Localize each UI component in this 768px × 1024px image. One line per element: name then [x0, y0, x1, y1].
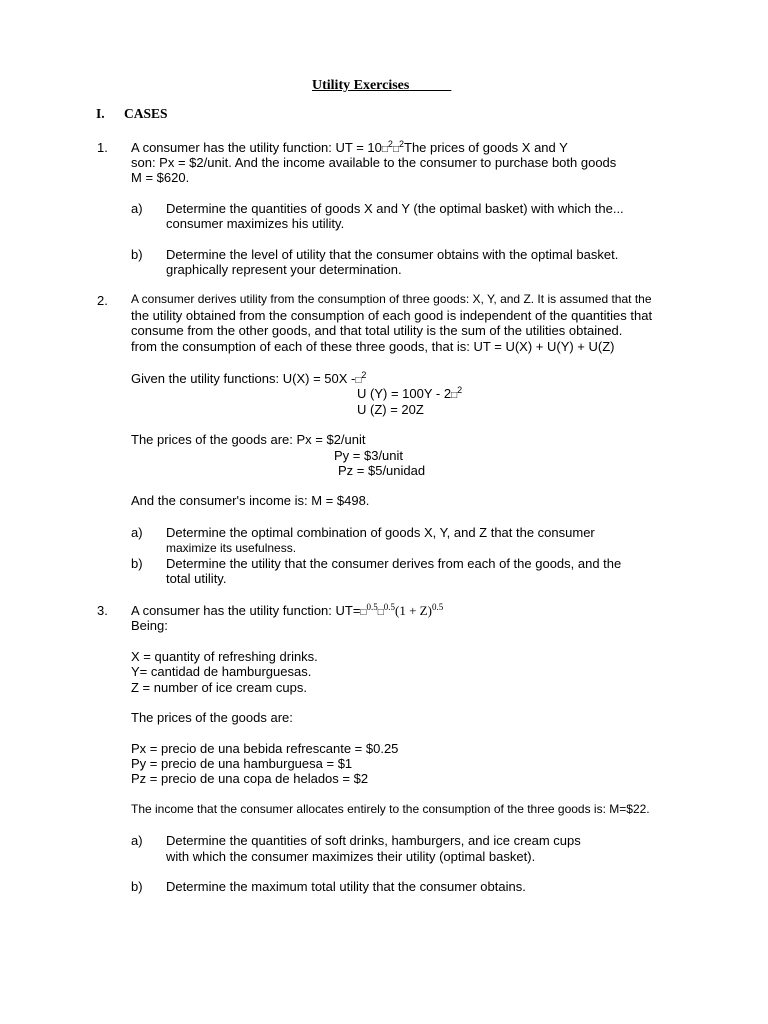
problem-2-prices-1: The prices of the goods are: Px = $2/unit	[131, 432, 366, 447]
problem-3-prices-intro: The prices of the goods are:	[131, 710, 293, 725]
problem-1b-label: b)	[131, 247, 143, 262]
problem-1a-line-1: Determine the quantities of goods X and Y (the optimal basket) with which the...	[166, 201, 624, 216]
problem-3a-line-1: Determine the quantities of soft drinks, hamburgers, and ice cream cups	[166, 833, 581, 848]
problem-3a-label: a)	[131, 833, 143, 848]
page-title: Utility Exercises	[312, 78, 410, 93]
problem-3-income: The income that the consumer allocates entirely to the consumption of the three goods is: M=$22.	[131, 802, 650, 816]
problem-2a-line-1: Determine the optimal combination of goods X, Y, and Z that the consumer	[166, 525, 595, 540]
problem-2-income: And the consumer's income is: M = $498.	[131, 493, 370, 508]
problem-2-para-line-3: consume from the other goods, and that total utility is the sum of the utilities obtained.	[131, 323, 623, 338]
problem-2-number: 2.	[97, 293, 108, 308]
problem-3b-line-1: Determine the maximum total utility that the consumer obtains.	[166, 879, 526, 894]
problem-3a-line-2: with which the consumer maximizes their utility (optimal basket).	[166, 849, 536, 864]
problem-2b-label: b)	[131, 556, 143, 571]
problem-3-price-pz: Pz = precio de una copa de helados = $2	[131, 771, 369, 786]
problem-3-def-x: X = quantity of refreshing drinks.	[131, 649, 318, 664]
problem-1a-label: a)	[131, 201, 143, 216]
problem-2a-label: a)	[131, 525, 143, 540]
problem-1-line-2: son: Px = $2/unit. And the income available to the consumer to purchase both goods	[131, 155, 617, 170]
problem-2-given-2: U (Y) = 100Y - 2□$^2$	[357, 385, 463, 401]
section-numeral: I.	[96, 106, 105, 121]
problem-3-number: 3.	[97, 603, 108, 618]
problem-2a-line-2: maximize its usefulness.	[166, 541, 297, 555]
problem-1-line-1: A consumer has the utility function: UT = 10□$^2$□$^2$The prices of goods X and Y	[131, 139, 568, 155]
problem-2b-line-1: Determine the utility that the consumer derives from each of the goods, and the	[166, 556, 622, 571]
problem-2-given-1: Given the utility functions: U(X) = 50X -□$^2$	[131, 370, 367, 386]
problem-2-given-3: U (Z) = 20Z	[357, 402, 424, 417]
problem-3-price-py: Py = precio de una hamburguesa = $1	[131, 756, 353, 771]
problem-2-prices-2: Py = $3/unit	[334, 448, 404, 463]
problem-2-para-line-1: A consumer derives utility from the consumption of three goods: X, Y, and Z. It is assumed that the	[131, 292, 652, 306]
problem-2-para-line-2: the utility obtained from the consumption of each good is independent of the quantities that	[131, 308, 653, 323]
problem-3-price-px: Px = precio de una bebida refrescante = $0.25	[131, 741, 399, 756]
problem-1a-line-2: consumer maximizes his utility.	[166, 216, 345, 231]
problem-2b-line-2: total utility.	[166, 571, 227, 586]
problem-1b-line-1: Determine the level of utility that the consumer obtains with the optimal basket.	[166, 247, 619, 262]
problem-1-line-3: M = $620.	[131, 170, 190, 185]
problem-1-number: 1.	[97, 140, 108, 155]
problem-3-being: Being:	[131, 618, 168, 633]
problem-3-def-z: Z = number of ice cream cups.	[131, 680, 307, 695]
problem-3-def-y: Y= cantidad de hamburguesas.	[131, 664, 312, 679]
problem-3-line-1: A consumer has the utility function: UT=□$^{0.5}$□$^{0.5}$(1 + Z)$^{0.5}$	[131, 602, 444, 618]
section-heading: CASES	[124, 106, 168, 121]
problem-3b-label: b)	[131, 879, 143, 894]
problem-1b-line-2: graphically represent your determination.	[166, 262, 402, 277]
problem-2-para-line-4: from the consumption of each of these three goods, that is: UT = U(X) + U(Y) + U(Z)	[131, 339, 615, 354]
problem-2-prices-3: Pz = $5/unidad	[338, 463, 426, 478]
